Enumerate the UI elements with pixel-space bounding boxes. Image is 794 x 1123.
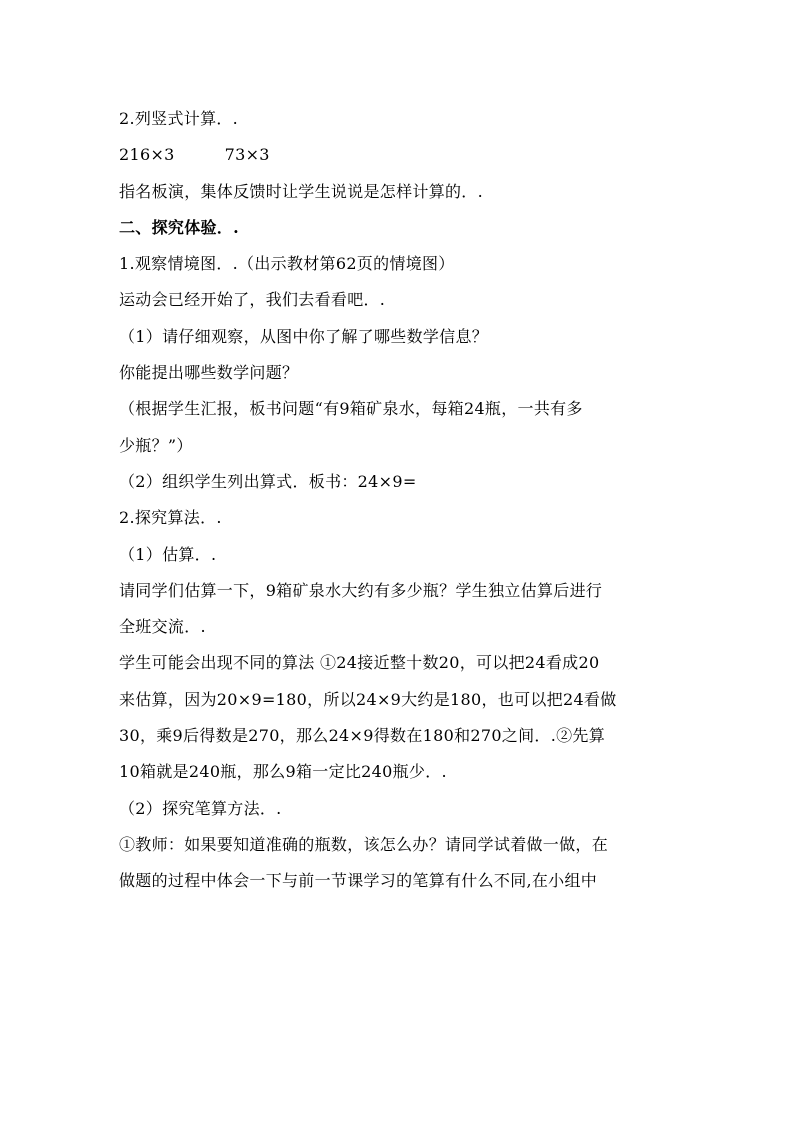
paragraph-line: 10箱就是240瓶，那么9箱一定比240瓶少．. — [119, 762, 447, 782]
paragraph-line: ①教师：如果要知道准确的瓶数，该怎么办？请同学试着做一做，在 — [119, 834, 609, 854]
paragraph-line: （1）估算．. — [119, 544, 217, 564]
paragraph-line: 2.列竖式计算．. — [119, 109, 239, 128]
section-heading: 二、探究体验．. — [119, 217, 239, 237]
paragraph-line: 请同学们估算一下，9箱矿泉水大约有多少瓶？学生独立估算后进行 — [119, 580, 603, 600]
exercise-left: 216×3 — [119, 145, 175, 165]
paragraph-line: 少瓶？”） — [119, 435, 193, 455]
exercise-right: 73×3 — [224, 145, 270, 165]
paragraph-line: （1）请仔细观察，从图中你了解了哪些数学信息？ — [119, 326, 489, 346]
paragraph-line: 做题的过程中体会一下与前一节课学习的笔算有什么不同,在小组中 — [119, 871, 598, 891]
paragraph-line: 30，乘9后得数是270，那么24×9得数在180和270之间．.②先算 — [119, 726, 605, 746]
paragraph-line: （2）探究笔算方法．. — [119, 798, 282, 818]
paragraph-line: 来估算，因为20×9=180，所以24×9大约是180，也可以把24看做 — [119, 689, 617, 709]
paragraph-line: （根据学生汇报，板书问题“有9箱矿泉水，每箱24瓶，一共有多 — [119, 399, 583, 419]
paragraph-line: 全班交流．. — [119, 617, 206, 637]
paragraph-line: （2）组织学生列出算式．板书：24×9= — [119, 471, 417, 491]
paragraph-line: 运动会已经开始了，我们去看看吧．. — [119, 290, 386, 310]
paragraph-line: 学生可能会出现不同的算法 ①24接近整十数20，可以把24看成20 — [119, 653, 600, 673]
paragraph-line: 你能提出哪些数学问题？ — [119, 363, 299, 383]
paragraph-line: 1.观察情境图．.（出示教材第62页的情境图） — [119, 254, 455, 274]
paragraph-line: 2.探究算法．. — [119, 508, 222, 528]
exercise-line — [119, 137, 675, 173]
document-body — [119, 101, 675, 900]
paragraph-line: 指名板演，集体反馈时让学生说说是怎样计算的．. — [119, 181, 483, 201]
